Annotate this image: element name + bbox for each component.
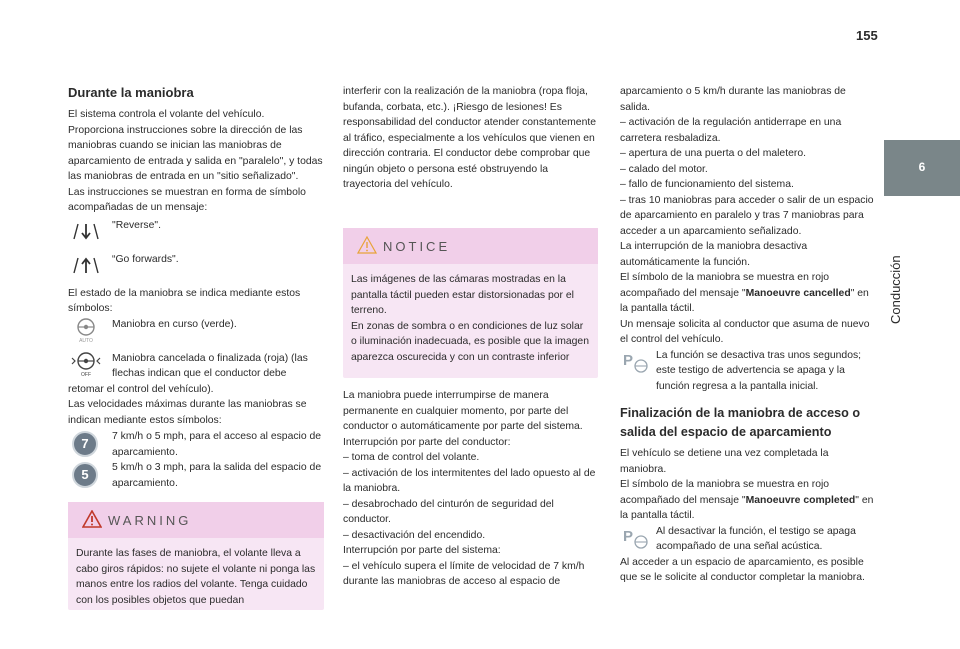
- paragraph: La maniobra puede interrumpirse de manera permanente en cualquier momento, por parte del conductor o automáticamente por parte del sistema.: [343, 390, 583, 432]
- warning-text: Durante las fases de maniobra, el volante lleva a cabo giros rápidos: no sujete el volante ni ponga las manos entre los radios del volante. Tenga cuidado con los posibles objetos que puedan: [76, 548, 316, 606]
- speed5-row: [68, 460, 326, 491]
- svg-text:P: P: [623, 527, 634, 545]
- chapter-tab: [884, 140, 960, 196]
- warning-header: [68, 502, 324, 538]
- list-item: – calado del motor.: [620, 163, 708, 175]
- list-item: – toma de control del volante.: [343, 452, 480, 463]
- notice-icon: [357, 236, 377, 254]
- deactivate-text: La función se desactiva tras unos segundos; este testigo de advertencia se apaga y la función regresa a la pantalla inicial.: [656, 349, 862, 392]
- in-progress-row: [68, 317, 326, 347]
- speed5-label: 5 km/h o 3 mph, para la salida del espacio de aparcamiento.: [112, 462, 322, 489]
- manoeuvre-cancelled-text: Manoeuvre cancelled: [745, 287, 851, 299]
- svg-text:P: P: [623, 351, 634, 369]
- paragraph: Las velocidades máximas durante las maniobras se indican mediante estos símbolos:: [68, 399, 307, 426]
- speed-7-icon: 7: [72, 431, 108, 457]
- list-item: – fallo de funcionamiento del sistema.: [620, 179, 794, 190]
- cancelled-row: [68, 351, 326, 382]
- column-1: [68, 84, 326, 491]
- paragraph: Interrupción por parte del sistema:: [343, 545, 501, 556]
- warning-continued: interferir con la realización de la maniobra (ropa floja, bufanda, corbata, etc.). ¡Riesgo de lesiones! Es responsabilidad del conductor atender constantemente al tráfico, especialmente a los vehículos que vienen en dirección contraria. El conductor debe comprobar que ningún objeto o persona esté obstruyendo la trayectoria del vehículo.: [343, 86, 597, 190]
- section-heading: Finalización de la maniobra de acceso o salida del espacio de aparcamiento: [620, 406, 861, 439]
- speed7-row: [68, 429, 326, 460]
- reverse-arrow-icon: [68, 218, 104, 244]
- off-icon-text: OFF: [81, 371, 91, 377]
- list-item: – apertura de una puerta o del maletero.: [620, 148, 807, 159]
- steering-wheel-auto-icon: [68, 317, 104, 343]
- deactivate-row-2: [620, 524, 876, 555]
- paragraph: El vehículo se detiene una vez completada la maniobra.: [620, 448, 829, 475]
- manoeuvre-completed-text: Manoeuvre completed: [745, 494, 856, 506]
- parking-assist-icon: [620, 349, 652, 375]
- auto-icon-text: AUTO: [79, 337, 93, 343]
- reverse-row: [68, 218, 326, 252]
- chapter-title: Conducción: [888, 255, 903, 324]
- forwards-row: [68, 252, 326, 286]
- steering-wheel-off-icon: [68, 351, 104, 377]
- paragraph: Las imágenes de las cámaras mostradas en la pantalla táctil pueden estar distorsionadas por el terreno.: [351, 274, 574, 316]
- in-progress-label: Maniobra en curso (verde).: [112, 318, 237, 330]
- column-2-lower: [343, 388, 601, 590]
- forwards-label: “Go forwards".: [112, 253, 179, 265]
- speed-5-icon: 5: [72, 462, 108, 488]
- list-item: – tras 10 maniobras para acceder o salir de un espacio de aparcamiento en paralelo y tras 7 maniobras para acceder a un aparcamiento señalizado.: [620, 194, 874, 237]
- paragraph: Las instrucciones se muestran en forma de símbolo acompañadas de un mensaje:: [68, 186, 306, 213]
- chapter-number: 6: [918, 160, 926, 174]
- warning-icon: [82, 510, 102, 528]
- paragraph: Al acceder a un espacio de aparcamiento, es posible que se le solicite al conductor completar la maniobra.: [620, 556, 865, 583]
- paragraph: La interrupción de la maniobra desactiva automáticamente la función.: [620, 241, 808, 268]
- warning-label: WARNING: [108, 513, 192, 528]
- cancelled-label: Maniobra cancelada o finalizada (roja) (las flechas indican que el conductor debe: [112, 352, 308, 379]
- paragraph: El sistema controla el volante del vehículo.: [68, 109, 265, 120]
- paragraph: Proporciona instrucciones sobre la dirección de las maniobras cuando se inician las maniobras de aparcamiento de entrada y salida en "paralelo", y todas las maniobras de entrada en un "sitio señalizado".: [68, 124, 323, 182]
- notice-box: [343, 228, 598, 378]
- section-heading: Durante la maniobra: [68, 85, 194, 100]
- paragraph: Interrupción por parte del conductor:: [343, 436, 511, 448]
- notice-header: [343, 228, 598, 264]
- list-item: – desactivación del encendido.: [343, 529, 486, 541]
- forward-arrow-icon: [68, 252, 104, 278]
- list-item: – activación de los intermitentes del lado opuesto al de la maniobra.: [343, 467, 596, 494]
- speed7-label: 7 km/h o 5 mph, para el acceso al espacio de aparcamiento.: [112, 431, 322, 458]
- notice-label: NOTICE: [383, 239, 451, 254]
- column-2: [343, 84, 599, 193]
- notice-body: [343, 264, 598, 365]
- paragraph: En zonas de sombra o en condiciones de luz solar o iluminación inadecuada, es posible que la imagen aparezca oscurecida y con un contraste inferior: [351, 320, 589, 363]
- reverse-label: "Reverse".: [112, 219, 161, 231]
- list-item: – activación de la regulación antiderrape en una carretera resbaladiza.: [620, 117, 842, 144]
- column-3: [620, 84, 876, 586]
- list-item: – el vehículo supera el límite de velocidad de 7 km/h durante las maniobras de acceso al espacio de: [343, 560, 585, 587]
- paragraph: retomar el control del vehículo).: [68, 383, 214, 395]
- paragraph: El símbolo de la maniobra se muestra en rojo acompañado del mensaje "Manoeuvre completed" en la pantalla táctil.: [620, 479, 874, 521]
- paragraph: aparcamiento o 5 km/h durante las maniobras de salida.: [620, 86, 846, 113]
- page-number: 155: [856, 28, 878, 43]
- paragraph: El símbolo de la maniobra se muestra en rojo acompañado del mensaje "Manoeuvre cancelled" en la pantalla táctil.: [620, 272, 869, 314]
- paragraph: El estado de la maniobra se indica mediante estos símbolos:: [68, 287, 301, 314]
- warning-box: [68, 502, 324, 610]
- deactivate-text-2: Al desactivar la función, el testigo se apaga acompañado de una señal acústica.: [656, 525, 856, 552]
- paragraph: Un mensaje solicita al conductor que asuma de nuevo el control del vehículo.: [620, 318, 870, 345]
- list-item: – desabrochado del cinturón de seguridad del conductor.: [343, 498, 554, 525]
- parking-assist-icon: [620, 525, 652, 551]
- deactivate-row: [620, 348, 876, 395]
